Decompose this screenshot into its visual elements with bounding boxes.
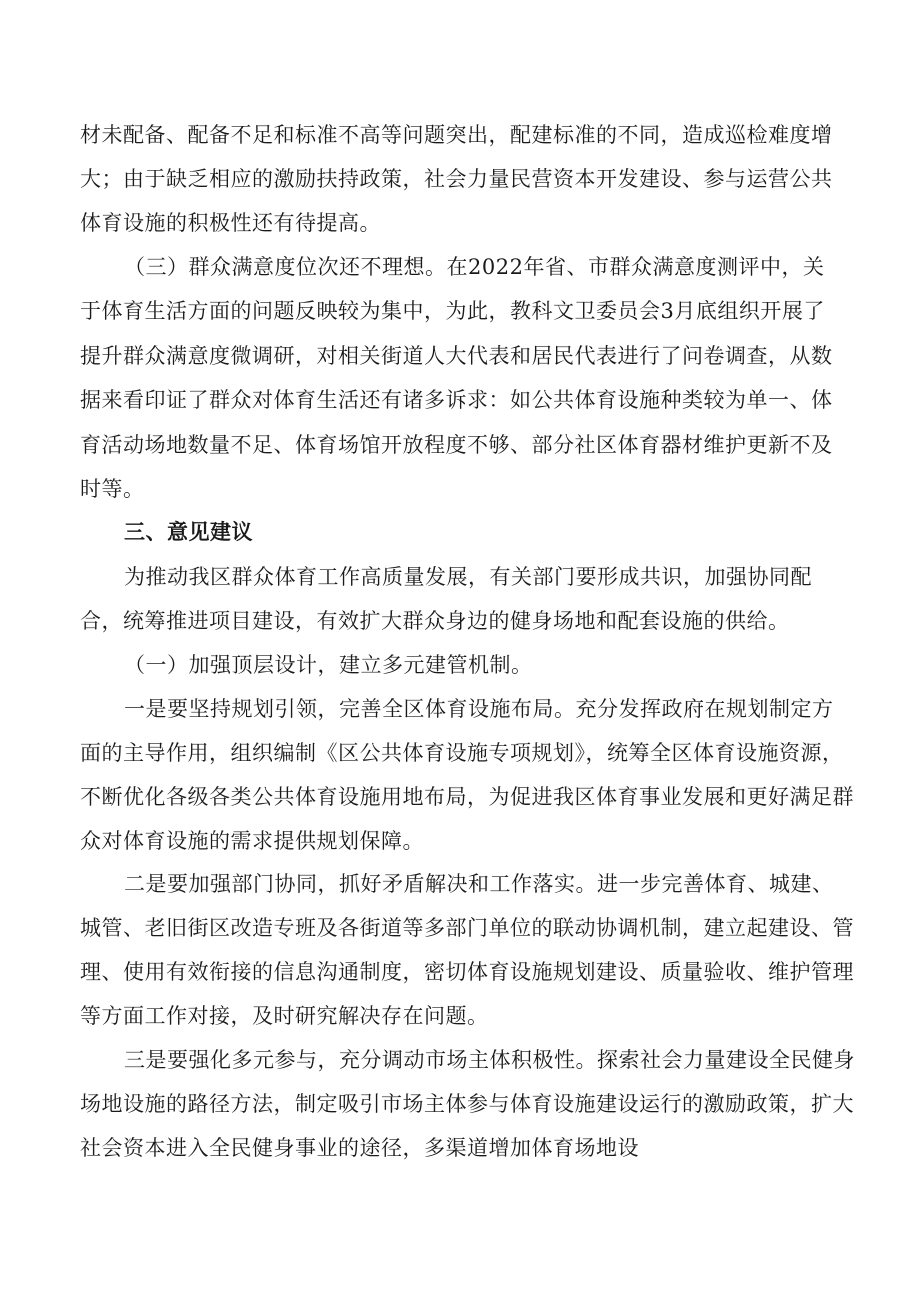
text-line-14: 一是要坚持规划引领，完善全区体育设施布局。充分发挥政府在规划制定方 <box>124 697 834 721</box>
text-line-2: 大；由于缺乏相应的激励扶持政策，社会力量民营资本开发建设、参与运营公共 <box>80 167 833 191</box>
text-line-9: 时等。 <box>80 477 145 501</box>
text-line-7: 据来看印证了群众对体育生活还有诸多诉求：如公共体育设施种类较为单一、体 <box>80 388 833 412</box>
text-line-23: 场地设施的路径方法，制定吸引市场主体参与体育设施建设运行的激励政策，扩大 <box>80 1092 854 1116</box>
text-line-19: 城管、老旧街区改造专班及各街道等多部门单位的联动协调机制，建立起建设、管 <box>80 916 854 940</box>
text-line-6: 提升群众满意度微调研，对相关街道人大代表和居民代表进行了问卷调查，从数 <box>80 344 833 368</box>
text-line-4: （三）群众满意度位次还不理想。在2022年省、市群众满意度测评中，关 <box>124 255 825 279</box>
text-line-24: 社会资本进入全民健身事业的途径，多渠道增加体育场地设 <box>80 1136 639 1160</box>
text-line-5: 于体育生活方面的问题反映较为集中，为此，教科文卫委员会3月底组织开展了 <box>80 299 825 323</box>
text-line-3: 体育设施的积极性还有待提高。 <box>80 211 381 235</box>
text-line-22: 三是要强化多元参与，充分调动市场主体积极性。探索社会力量建设全民健身 <box>124 1048 855 1072</box>
text-line-11: 为推动我区群众体育工作高质量发展，有关部门要形成共识，加强协同配 <box>124 565 812 589</box>
text-line-8: 育活动场地数量不足、体育场馆开放程度不够、部分社区体育器材维护更新不及 <box>80 433 833 457</box>
text-line-17: 众对体育设施的需求提供规划保障。 <box>80 829 424 853</box>
text-line-20: 理、使用有效衔接的信息沟通制度，密切体育设施规划建设、质量验收、维护管理 <box>80 960 854 984</box>
text-line-16: 不断优化各级各类公共体育设施用地布局，为促进我区体育事业发展和更好满足群 <box>80 785 854 809</box>
text-line-12: 合，统筹推进项目建设，有效扩大群众身边的健身场地和配套设施的供给。 <box>80 609 790 633</box>
text-line-13: （一）加强顶层设计，建立多元建管机制。 <box>124 653 533 677</box>
text-line-15: 面的主导作用，组织编制《区公共体育设施专项规划》，统筹全区体育设施资源， <box>80 741 844 765</box>
text-line-18: 二是要加强部门协同，抓好矛盾解决和工作落实。进一步完善体育、城建、 <box>124 872 834 896</box>
text-line-21: 等方面工作对接，及时研究解决存在问题。 <box>80 1004 489 1028</box>
text-line-1: 材未配备、配备不足和标准不高等问题突出，配建标准的不同，造成巡检难度增 <box>80 123 833 147</box>
section-heading: 三、意见建议 <box>124 520 253 544</box>
